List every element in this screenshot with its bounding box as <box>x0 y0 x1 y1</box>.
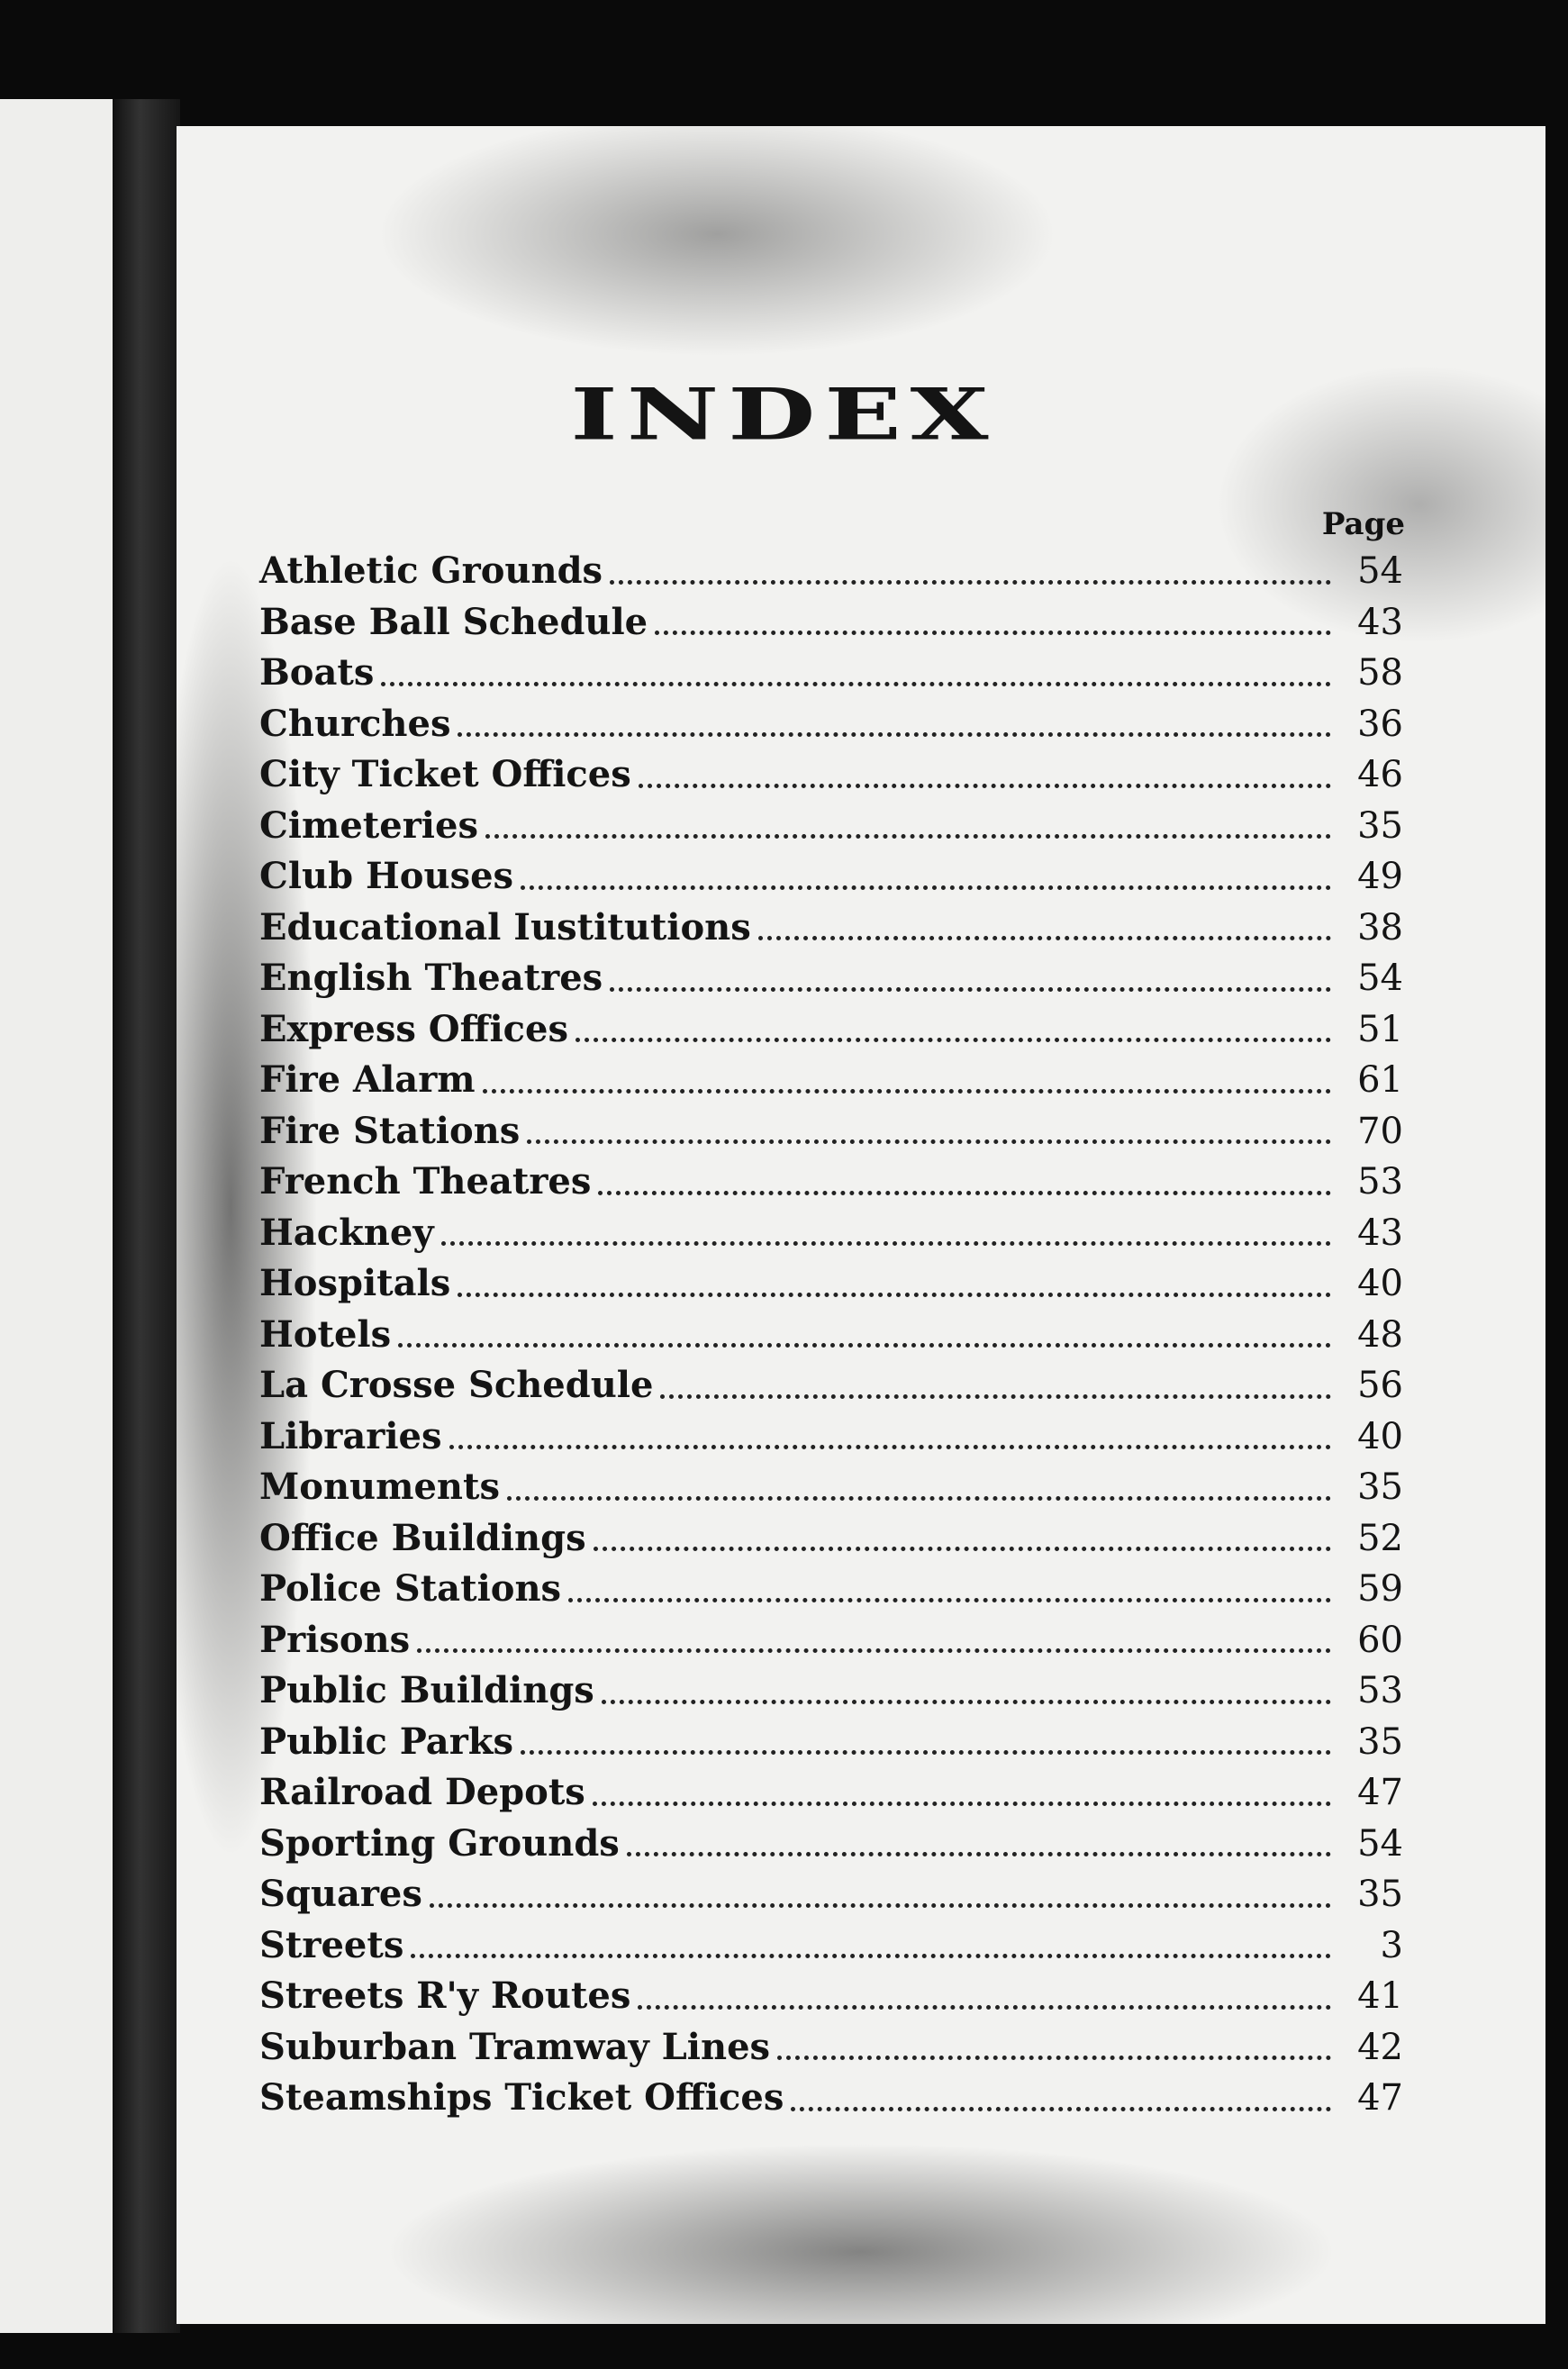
entry-label: Office Buildings <box>259 1516 586 1559</box>
dot-leader <box>602 1700 1331 1704</box>
entry-label: Fire Alarm <box>259 1058 476 1101</box>
index-entry <box>259 1669 1403 1720</box>
entry-page-number: 36 <box>1357 703 1403 745</box>
dot-leader <box>791 2107 1331 2111</box>
dot-leader <box>417 1648 1331 1653</box>
index-entry <box>259 703 1403 754</box>
entry-label: Educational Iustitutions <box>259 905 751 949</box>
entry-page-number: 54 <box>1357 1822 1403 1865</box>
entry-label: Express Offices <box>259 1007 568 1050</box>
entry-label: Streets <box>259 1923 404 1966</box>
index-entry <box>259 1924 1403 1975</box>
entry-label: French Theatres <box>259 1160 592 1203</box>
entry-label: City Ticket Offices <box>259 753 631 795</box>
entry-page-number: 54 <box>1357 550 1403 592</box>
entry-page-number: 52 <box>1357 1517 1403 1559</box>
entry-page-number: 59 <box>1357 1568 1403 1610</box>
entry-page-number: 60 <box>1357 1619 1403 1661</box>
dot-leader <box>610 987 1331 992</box>
entry-page-number: 48 <box>1357 1313 1403 1356</box>
index-entry <box>259 601 1403 652</box>
entry-page-number: 40 <box>1357 1415 1403 1457</box>
entry-page-number: 61 <box>1357 1059 1403 1101</box>
dot-leader <box>483 1089 1331 1094</box>
index-entry <box>259 1415 1403 1466</box>
entry-page-number: 56 <box>1357 1365 1403 1406</box>
entry-page-number: 51 <box>1357 1008 1403 1050</box>
index-entry <box>259 1771 1403 1822</box>
dot-leader <box>398 1343 1331 1348</box>
entry-label: Public Parks <box>259 1720 514 1763</box>
entry-page-number: 47 <box>1357 1772 1403 1813</box>
entry-label: Club Houses <box>259 855 514 897</box>
entry-page-number: 42 <box>1357 2026 1403 2068</box>
index-entry <box>259 1517 1403 1568</box>
entry-label: Squares <box>259 1873 422 1915</box>
index-entry <box>259 957 1403 1008</box>
entry-label: Hospitals <box>259 1262 451 1304</box>
entry-page-number: 35 <box>1357 804 1403 847</box>
entry-page-number: 43 <box>1357 1212 1403 1254</box>
index-entry <box>259 1974 1403 2026</box>
entry-page-number: 43 <box>1357 601 1403 643</box>
entry-label: Railroad Depots <box>259 1771 585 1813</box>
entry-label: Sporting Grounds <box>259 1821 620 1865</box>
entry-label: Monuments <box>259 1466 500 1508</box>
index-entry <box>259 1110 1403 1161</box>
index-entry <box>259 2076 1403 2128</box>
entry-label: Prisons <box>259 1618 411 1661</box>
index-entry <box>259 1466 1403 1517</box>
entry-page-number: 47 <box>1357 2077 1403 2119</box>
dot-leader <box>610 580 1331 585</box>
entry-page-number: 40 <box>1357 1263 1403 1304</box>
entry-page-number: 54 <box>1357 958 1403 999</box>
index-entry <box>259 1008 1403 1059</box>
index-entry <box>259 1364 1403 1415</box>
index-entry <box>259 1567 1403 1619</box>
index-entry <box>259 1160 1403 1212</box>
entry-label: Fire Stations <box>259 1109 521 1152</box>
index-entry <box>259 1058 1403 1110</box>
dot-leader <box>568 1598 1331 1602</box>
index-entry <box>259 2026 1403 2077</box>
entry-page-number: 35 <box>1357 1720 1403 1763</box>
dot-leader <box>521 1750 1331 1755</box>
entry-label: Public Buildings <box>259 1669 594 1711</box>
dot-leader <box>758 936 1331 940</box>
entry-page-number: 58 <box>1357 652 1403 694</box>
dot-leader <box>449 1445 1331 1449</box>
entry-page-number: 53 <box>1357 1670 1403 1711</box>
dot-leader <box>527 1139 1331 1144</box>
dot-leader <box>576 1038 1331 1042</box>
entry-label: Streets R'y Routes <box>259 1974 631 2017</box>
dot-leader <box>521 885 1331 890</box>
dot-leader <box>411 1954 1331 1958</box>
dot-leader <box>430 1903 1331 1908</box>
dot-leader <box>660 1394 1331 1399</box>
entry-page-number: 35 <box>1357 1874 1403 1915</box>
dot-leader <box>594 1547 1331 1551</box>
index-entry <box>259 855 1403 906</box>
dot-leader <box>638 2005 1331 2010</box>
dot-leader <box>458 732 1331 737</box>
page-title: INDEX <box>570 373 998 457</box>
dot-leader <box>381 682 1331 686</box>
page-column-header: Page <box>1321 506 1405 542</box>
index-entry <box>259 1212 1403 1263</box>
dot-leader <box>655 631 1331 635</box>
index-list <box>259 549 1403 2128</box>
dot-leader <box>593 1802 1331 1806</box>
index-entry <box>259 1262 1403 1313</box>
entry-label: Athletic Grounds <box>259 549 603 592</box>
dot-leader <box>777 2056 1331 2060</box>
entry-page-number: 53 <box>1357 1161 1403 1203</box>
entry-page-number: 35 <box>1357 1466 1403 1508</box>
entry-label: Base Ball Schedule <box>259 600 648 643</box>
entry-label: Churches <box>259 702 451 745</box>
entry-label: Hotels <box>259 1312 392 1356</box>
dot-leader <box>458 1293 1331 1297</box>
entry-page-number: 46 <box>1357 754 1403 795</box>
index-entry <box>259 1619 1403 1670</box>
index-entry <box>259 549 1403 601</box>
entry-page-number: 3 <box>1380 1924 1403 1966</box>
dot-leader <box>441 1241 1331 1246</box>
entry-page-number: 41 <box>1357 1975 1403 2017</box>
entry-label: Boats <box>259 651 375 694</box>
entry-label: English Theatres <box>259 957 603 999</box>
entry-label: Steamships Ticket Offices <box>259 2076 784 2119</box>
index-entry <box>259 804 1403 856</box>
dot-leader <box>485 834 1331 839</box>
entry-label: Libraries <box>259 1414 442 1457</box>
entry-page-number: 49 <box>1357 856 1403 897</box>
index-entry <box>259 1822 1403 1874</box>
entry-label: Suburban Tramway Lines <box>259 2025 771 2068</box>
entry-label: Hackney <box>259 1211 434 1254</box>
entry-label: Police Stations <box>259 1567 562 1610</box>
dot-leader <box>507 1496 1331 1501</box>
dot-leader <box>627 1852 1331 1856</box>
index-entry <box>259 651 1403 703</box>
index-entry <box>259 906 1403 958</box>
dot-leader <box>639 784 1331 788</box>
entry-page-number: 70 <box>1357 1110 1403 1152</box>
index-entry <box>259 1313 1403 1365</box>
entry-page-number: 38 <box>1357 906 1403 949</box>
entry-label: Cimeteries <box>259 803 478 847</box>
index-entry <box>259 1873 1403 1924</box>
index-entry <box>259 1720 1403 1772</box>
entry-label: La Crosse Schedule <box>259 1364 654 1406</box>
index-entry <box>259 753 1403 804</box>
dot-leader <box>598 1191 1331 1195</box>
